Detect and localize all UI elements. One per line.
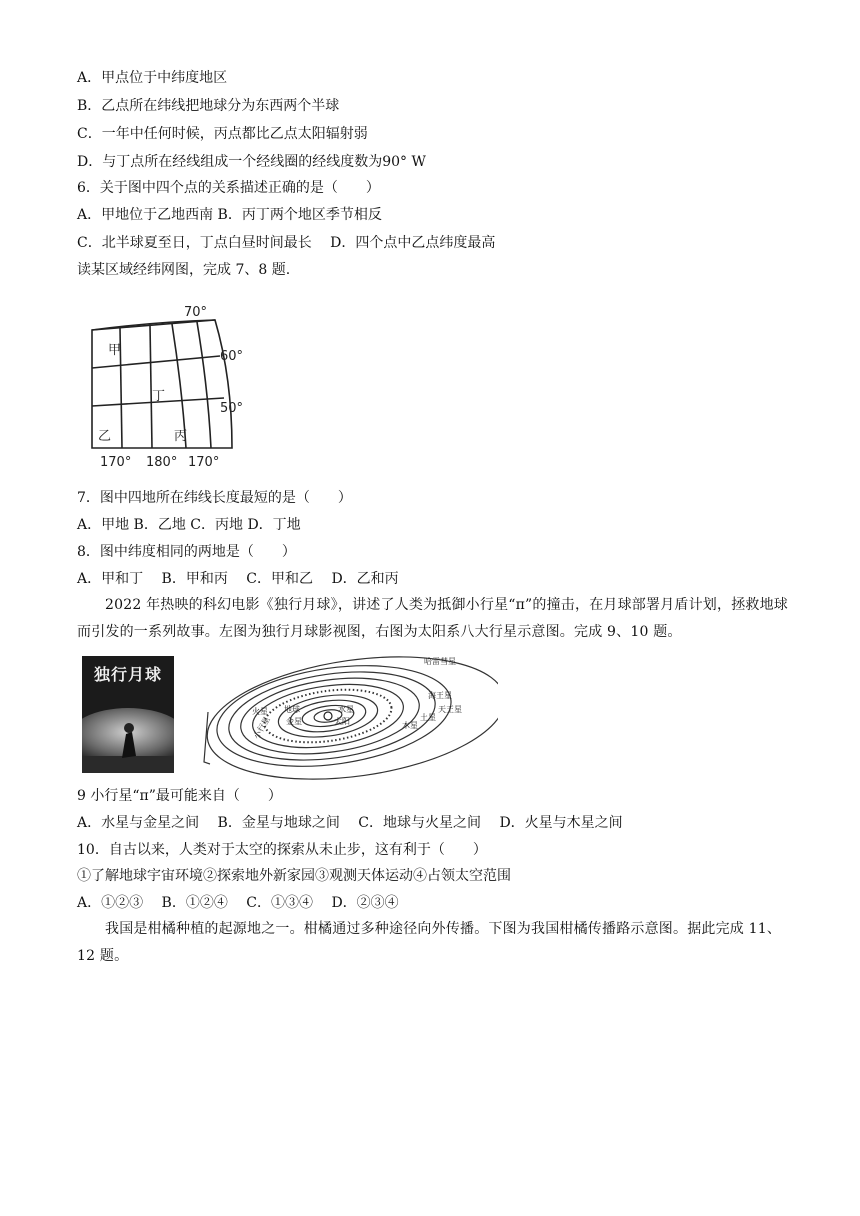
q9-stem: 9 小行星“π”最可能来自（ ） (77, 788, 282, 804)
label-venus: 金星 (286, 717, 302, 726)
lat-label-50: 50° (220, 401, 244, 416)
point-ding: 丁 (152, 389, 166, 404)
q9-options: A．水星与金星之间 B．金星与地球之间 C．地球与火星之间 D．火星与木星之间 (77, 815, 623, 831)
label-mercury: 水星 (338, 705, 354, 714)
point-jia: 甲 (108, 343, 122, 358)
q10-statements: ①了解地球宇宙环境②探索地外新家园③观测天体运动④占领太空范围 (77, 868, 511, 884)
lon-label-170-right: 170° (188, 455, 220, 470)
lat-label-70: 70° (184, 305, 208, 320)
q6-options-line1: A．甲地位于乙地西南 B．丙丁两个地区季节相反 (77, 207, 382, 223)
q7-options: A．甲地 B．乙地 C．丙地 D．丁地 (77, 517, 301, 533)
intro-7-8: 读某区域经纬网图，完成 7、8 题. (77, 262, 291, 278)
passage-9-10: 2022 年热映的科幻电影《独行月球》，讲述了人类为抵御小行星“π”的撞击，在月球部署月盾计划，拯救地球而引发的一系列故事。左图为独行月球影视图，右图为太阳系八大行星示意图。完成 9、10 题。 (77, 597, 788, 640)
q10-options: A．①②③ B．①②④ C．①③④ D．②③④ (77, 895, 399, 911)
lat-label-60: 60° (220, 349, 244, 364)
q8-stem: 8．图中纬度相同的两地是（ ） (77, 544, 296, 560)
label-uranus: 天王星 (438, 705, 462, 714)
q6-stem: 6．关于图中四个点的关系描述正确的是（ ） (77, 180, 380, 196)
point-yi: 乙 (98, 429, 112, 444)
poster-title: 独行月球 (93, 665, 162, 684)
label-earth: 地球 (284, 705, 300, 714)
q5-option-b: B．乙点所在纬线把地球分为东西两个半球 (77, 98, 340, 114)
label-sun: 太阳 (334, 717, 350, 726)
q7-stem: 7．图中四地所在纬线长度最短的是（ ） (77, 490, 352, 506)
poster-moon-image (82, 656, 174, 773)
solar-system-diagram (198, 652, 498, 782)
point-bing: 丙 (174, 429, 188, 444)
q5-option-d: D．与丁点所在经线组成一个经线圈的经线度数为90° W (77, 154, 426, 170)
movie-poster (82, 656, 174, 773)
q5-option-a: A．甲点位于中纬度地区 (77, 70, 228, 86)
lon-line-2 (150, 325, 152, 448)
label-jupiter: 木星 (402, 721, 418, 730)
label-mars: 火星 (252, 707, 268, 716)
label-neptune: 海王星 (428, 691, 452, 700)
lon-line-4 (197, 322, 211, 448)
sun-icon (324, 712, 332, 720)
q6-options-line2: C．北半球夏至日，丁点白昼时间最长 D．四个点中乙点纬度最高 (77, 235, 496, 251)
q5-option-c: C．一年中任何时候，丙点都比乙点太阳辐射弱 (77, 126, 368, 142)
lat-lon-grid-map (82, 298, 262, 473)
map-border (92, 320, 232, 448)
label-saturn: 土星 (420, 713, 436, 722)
lon-label-180: 180° (146, 455, 178, 470)
label-asteroid: 小行星 (251, 715, 272, 741)
lon-label-170-left: 170° (100, 455, 132, 470)
q10-stem: 10．自古以来，人类对于太空的探索从未止步，这有利于（ ） (77, 842, 487, 858)
label-halley: 哈雷彗星 (424, 657, 456, 666)
q8-options: A．甲和丁 B．甲和丙 C．甲和乙 D．乙和丙 (77, 571, 399, 587)
passage-11-12: 我国是柑橘种植的起源地之一。柑橘通过多种途径向外传播。下图为我国柑橘传播路示意图。据此完成 11、12 题。 (77, 921, 782, 964)
